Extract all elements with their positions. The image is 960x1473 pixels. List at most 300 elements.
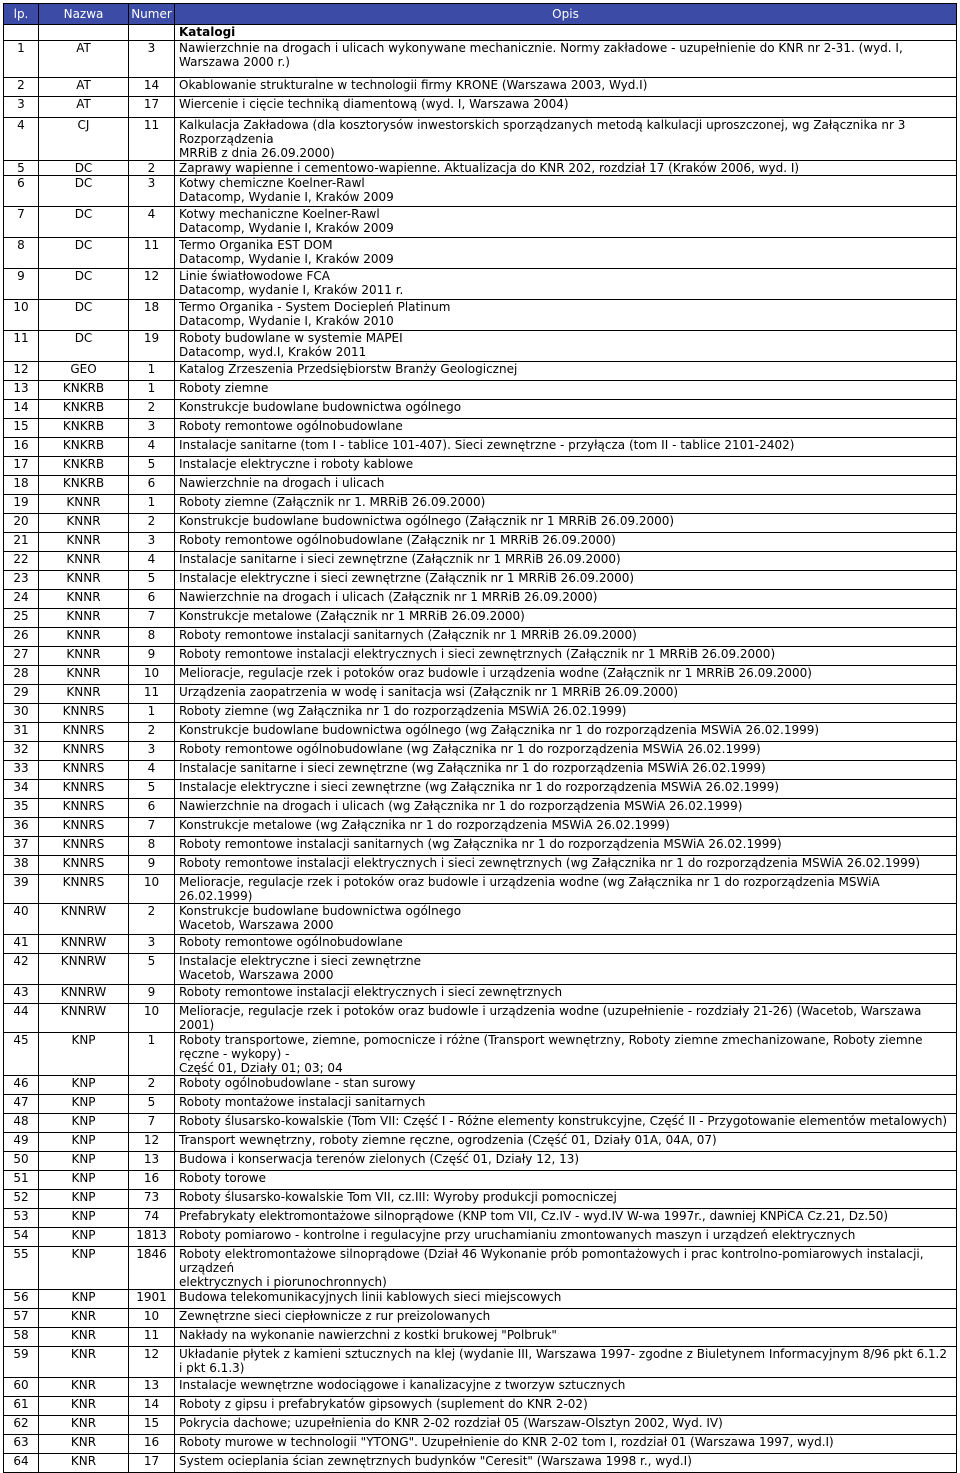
row-lp: 33	[4, 761, 39, 780]
table-row	[4, 628, 957, 647]
row-opis-line1: Roboty remontowe instalacji elektrycznych i sieci zewnętrznych (Załącznik nr 1 MRRiB 26.09.2000)	[179, 647, 776, 661]
row-lp: 36	[4, 818, 39, 837]
table-row	[4, 400, 957, 419]
row-opis	[175, 954, 957, 985]
row-opis	[175, 856, 957, 875]
row-opis-line1: Roboty remontowe ogólnobudowlane (wg Załącznika nr 1 do rozporządzenia MSWiA 26.02.1999)	[179, 742, 761, 756]
row-lp: 29	[4, 685, 39, 704]
row-numer: 1	[129, 704, 175, 723]
row-numer: 12	[129, 1133, 175, 1152]
row-nazwa: KNNRS	[39, 837, 129, 856]
row-opis	[175, 1114, 957, 1133]
row-opis	[175, 723, 957, 742]
row-nazwa: AT	[39, 78, 129, 97]
row-numer: 7	[129, 1114, 175, 1133]
table-row	[4, 1397, 957, 1416]
row-numer: 6	[129, 799, 175, 818]
table-row	[4, 1309, 957, 1328]
table-row	[4, 1435, 957, 1454]
row-opis-line1: Konstrukcje budowlane budownictwa ogólnego	[179, 400, 462, 414]
row-opis	[175, 381, 957, 400]
row-opis-line1: Roboty remontowe ogólnobudowlane	[179, 419, 403, 433]
row-numer: 2	[129, 723, 175, 742]
table-row	[4, 571, 957, 590]
row-nazwa: KNNR	[39, 571, 129, 590]
table-row	[4, 723, 957, 742]
row-opis-line1: Roboty remontowe instalacji elektrycznych i sieci zewnętrznych (wg Załącznika nr 1 do rozporządzenia MSWiA 26.02.1999)	[179, 856, 921, 870]
row-lp: 34	[4, 780, 39, 799]
row-opis	[175, 780, 957, 799]
row-opis	[175, 1454, 957, 1473]
row-nazwa: KNNRW	[39, 904, 129, 935]
row-numer: 3	[129, 533, 175, 552]
row-opis	[175, 238, 957, 269]
row-numer: 74	[129, 1209, 175, 1228]
row-opis-line2: Część 01, Działy 01; 03; 04	[179, 1061, 343, 1075]
row-numer: 10	[129, 875, 175, 904]
row-numer: 13	[129, 1378, 175, 1397]
row-opis-line2: Datacomp, Wydanie I, Kraków 2009	[179, 252, 394, 266]
row-numer: 4	[129, 207, 175, 238]
row-opis-line1: Konstrukcje budowlane budownictwa ogólnego (wg Załącznika nr 1 do rozporządzenia MSWiA 26.02.1999)	[179, 723, 820, 737]
row-opis-line1: Urządzenia zaopatrzenia w wodę i sanitacja wsi (Załącznik nr 1 MRRiB 26.09.2000)	[179, 685, 679, 699]
row-lp: 47	[4, 1095, 39, 1114]
table-row	[4, 1190, 957, 1209]
table-row	[4, 1004, 957, 1033]
header-numer: Numer	[129, 4, 175, 25]
table-row	[4, 935, 957, 954]
row-nazwa: KNNRS	[39, 799, 129, 818]
row-lp: 35	[4, 799, 39, 818]
row-nazwa: KNP	[39, 1190, 129, 1209]
row-lp: 1	[4, 41, 39, 78]
row-numer: 6	[129, 590, 175, 609]
row-lp: 54	[4, 1228, 39, 1247]
row-lp: 10	[4, 300, 39, 331]
row-opis-line1: Pokrycia dachowe; uzupełnienia do KNR 2-02 rozdział 05 (Warszaw-Olsztyn 2002, Wyd. IV)	[179, 1416, 723, 1430]
row-opis	[175, 704, 957, 723]
table-row	[4, 1290, 957, 1309]
row-lp: 8	[4, 238, 39, 269]
row-opis	[175, 514, 957, 533]
row-numer: 12	[129, 269, 175, 300]
row-numer: 18	[129, 300, 175, 331]
row-numer: 9	[129, 647, 175, 666]
row-lp: 24	[4, 590, 39, 609]
table-row	[4, 1209, 957, 1228]
header-lp: lp.	[4, 4, 39, 25]
row-opis-line1: Roboty remontowe instalacji sanitarnych (wg Załącznika nr 1 do rozporządzenia MSWiA 26.02.1999)	[179, 837, 782, 851]
row-lp: 61	[4, 1397, 39, 1416]
row-numer: 11	[129, 118, 175, 161]
row-opis	[175, 837, 957, 856]
row-opis-line1: Budowa i konserwacja terenów zielonych (Część 01, Działy 12, 13)	[179, 1152, 580, 1166]
row-opis	[175, 1133, 957, 1152]
table-row	[4, 176, 957, 207]
row-opis-line1: Kotwy chemiczne Koelner-Rawl	[179, 176, 365, 190]
table-row	[4, 514, 957, 533]
row-nazwa: KNNRS	[39, 818, 129, 837]
row-nazwa: KNP	[39, 1228, 129, 1247]
row-opis-line1: Instalacje sanitarne (tom I - tablice 101-407). Sieci zewnętrzne - przyłącza (tom II - tablice 2101-2402)	[179, 438, 795, 452]
row-nazwa: AT	[39, 41, 129, 78]
row-nazwa: KNKRB	[39, 400, 129, 419]
table-row	[4, 685, 957, 704]
row-numer: 6	[129, 476, 175, 495]
row-opis	[175, 1290, 957, 1309]
row-nazwa: KNR	[39, 1454, 129, 1473]
row-opis	[175, 476, 957, 495]
table-row	[4, 419, 957, 438]
row-opis-line1: Instalacje sanitarne i sieci zewnętrzne (wg Załącznika nr 1 do rozporządzenia MSWiA 26.02.1999)	[179, 761, 766, 775]
row-lp: 25	[4, 609, 39, 628]
row-opis-line1: Roboty budowlane w systemie MAPEI	[179, 331, 403, 345]
row-opis-line1: Katalog Zrzeszenia Przedsiębiorstw Branży Geologicznej	[179, 362, 518, 376]
row-opis	[175, 571, 957, 590]
row-nazwa: KNKRB	[39, 457, 129, 476]
row-numer: 8	[129, 837, 175, 856]
row-opis-line1: Roboty ślusarsko-kowalskie Tom VII, cz.III: Wyroby produkcji pomocniczej	[179, 1190, 617, 1204]
row-opis	[175, 207, 957, 238]
row-numer: 10	[129, 1004, 175, 1033]
row-opis	[175, 904, 957, 935]
row-numer: 3	[129, 41, 175, 78]
row-numer: 2	[129, 514, 175, 533]
row-opis	[175, 1004, 957, 1033]
row-nazwa: DC	[39, 161, 129, 176]
row-nazwa: KNNRS	[39, 742, 129, 761]
row-opis	[175, 1328, 957, 1347]
row-numer: 1846	[129, 1247, 175, 1290]
row-opis	[175, 269, 957, 300]
row-opis-line1: Transport wewnętrzny, roboty ziemne ręczne, ogrodzenia (Część 01, Działy 01A, 04A, 07)	[179, 1133, 717, 1147]
row-opis	[175, 609, 957, 628]
table-row	[4, 1095, 957, 1114]
row-lp: 13	[4, 381, 39, 400]
row-opis-line1: Układanie płytek z kamieni sztucznych na klej (wydanie III, Warszawa 1997- zgodne z Biuletynem Informacyjnym 8/96 pkt 6.1.2 i pkt 6.1.3)	[179, 1347, 948, 1375]
table-row	[4, 1416, 957, 1435]
section-row	[4, 25, 957, 41]
row-nazwa: KNKRB	[39, 476, 129, 495]
row-opis-line2: Wacetob, Warszawa 2000	[179, 968, 334, 982]
row-opis-line1: Roboty ślusarsko-kowalskie (Tom VII: Część I - Różne elementy konstrukcyjne, Część II - Przygotowanie elementów metalowych)	[179, 1114, 948, 1128]
table-row	[4, 362, 957, 381]
row-nazwa: DC	[39, 269, 129, 300]
row-opis	[175, 533, 957, 552]
row-nazwa: KNNRW	[39, 954, 129, 985]
row-lp: 45	[4, 1033, 39, 1076]
header-opis: Opis	[175, 4, 957, 25]
row-numer: 14	[129, 78, 175, 97]
table-row	[4, 238, 957, 269]
row-nazwa: KNNR	[39, 533, 129, 552]
row-opis	[175, 41, 957, 78]
row-opis	[175, 666, 957, 685]
row-numer: 4	[129, 552, 175, 571]
row-opis-line1: Roboty z gipsu i prefabrykatów gipsowych (suplement do KNR 2-02)	[179, 1397, 588, 1411]
row-opis-line1: Zewnętrzne sieci ciepłownicze z rur preizolowanych	[179, 1309, 491, 1323]
row-lp: 63	[4, 1435, 39, 1454]
row-opis	[175, 457, 957, 476]
row-numer: 1	[129, 495, 175, 514]
row-opis	[175, 590, 957, 609]
row-numer: 1813	[129, 1228, 175, 1247]
row-lp: 3	[4, 97, 39, 118]
table-row	[4, 704, 957, 723]
row-numer: 10	[129, 1309, 175, 1328]
row-nazwa: KNP	[39, 1133, 129, 1152]
row-opis	[175, 331, 957, 362]
row-opis	[175, 400, 957, 419]
row-nazwa: KNNRW	[39, 1004, 129, 1033]
row-nazwa: KNR	[39, 1347, 129, 1378]
table-row	[4, 41, 957, 78]
table-row	[4, 985, 957, 1004]
row-opis-line1: Roboty transportowe, ziemne, pomocnicze i różne (Transport wewnętrzny, Roboty ziemne zmechanizowane, Roboty ziemne ręczne - wykopy) -	[179, 1033, 923, 1061]
table-row	[4, 1033, 957, 1076]
row-lp: 22	[4, 552, 39, 571]
row-numer: 5	[129, 571, 175, 590]
row-nazwa: KNNRS	[39, 761, 129, 780]
row-opis	[175, 1228, 957, 1247]
table-row	[4, 954, 957, 985]
row-opis	[175, 799, 957, 818]
table-row	[4, 97, 957, 118]
row-lp: 14	[4, 400, 39, 419]
catalog-sheet	[3, 3, 956, 1473]
row-lp: 37	[4, 837, 39, 856]
row-lp: 16	[4, 438, 39, 457]
row-nazwa: KNNRS	[39, 875, 129, 904]
row-lp: 49	[4, 1133, 39, 1152]
row-opis-line1: Nawierzchnie na drogach i ulicach wykonywane mechanicznie. Normy zakładowe - uzupełnienie do KNR nr 2-31. (wyd. I, Warszawa 2000 r.)	[179, 41, 903, 69]
catalog-table	[3, 3, 957, 1473]
row-nazwa: KNR	[39, 1397, 129, 1416]
row-nazwa: KNP	[39, 1114, 129, 1133]
row-numer: 2	[129, 1076, 175, 1095]
row-opis-line1: Instalacje elektryczne i sieci zewnętrzne (wg Załącznika nr 1 do rozporządzenia MSWiA 26.02.1999)	[179, 780, 780, 794]
row-opis-line2: Datacomp, Wydanie I, Kraków 2009	[179, 190, 394, 204]
row-lp: 59	[4, 1347, 39, 1378]
table-row	[4, 1247, 957, 1290]
row-opis-line1: Zaprawy wapienne i cementowo-wapienne. Aktualizacja do KNR 202, rozdział 17 (Kraków 2006, wyd. I)	[179, 161, 800, 175]
row-nazwa: KNNR	[39, 552, 129, 571]
row-lp: 60	[4, 1378, 39, 1397]
row-opis-line1: Nawierzchnie na drogach i ulicach	[179, 476, 385, 490]
row-opis	[175, 1416, 957, 1435]
table-row	[4, 1171, 957, 1190]
row-lp: 23	[4, 571, 39, 590]
row-lp: 46	[4, 1076, 39, 1095]
row-opis-line1: Roboty remontowe ogólnobudowlane (Załącznik nr 1 MRRiB 26.09.2000)	[179, 533, 616, 547]
row-lp: 19	[4, 495, 39, 514]
row-numer: 3	[129, 935, 175, 954]
row-opis-line1: Konstrukcje budowlane budownictwa ogólnego (Załącznik nr 1 MRRiB 26.09.2000)	[179, 514, 675, 528]
row-opis-line1: Roboty elektromontażowe silnoprądowe (Dział 46 Wykonanie prób pomontażowych i prac kontrolno-pomiarowych instalacji, urządzeń	[179, 1247, 924, 1275]
table-row	[4, 1133, 957, 1152]
table-row	[4, 837, 957, 856]
catalog-body	[4, 25, 957, 1473]
row-nazwa: KNR	[39, 1416, 129, 1435]
row-nazwa: KNNRS	[39, 704, 129, 723]
row-lp: 9	[4, 269, 39, 300]
row-lp: 56	[4, 1290, 39, 1309]
row-nazwa: KNNR	[39, 628, 129, 647]
table-row	[4, 1114, 957, 1133]
row-lp: 43	[4, 985, 39, 1004]
row-opis	[175, 1247, 957, 1290]
row-nazwa: KNP	[39, 1171, 129, 1190]
row-opis-line1: Konstrukcje metalowe (Załącznik nr 1 MRRiB 26.09.2000)	[179, 609, 525, 623]
row-nazwa: AT	[39, 97, 129, 118]
row-opis	[175, 985, 957, 1004]
table-row	[4, 1152, 957, 1171]
row-opis	[175, 875, 957, 904]
table-row	[4, 742, 957, 761]
row-nazwa: KNR	[39, 1328, 129, 1347]
row-nazwa: KNNR	[39, 514, 129, 533]
row-opis	[175, 1076, 957, 1095]
row-opis-line1: Roboty remontowe ogólnobudowlane	[179, 935, 403, 949]
row-opis	[175, 78, 957, 97]
row-lp: 5	[4, 161, 39, 176]
row-nazwa: KNP	[39, 1033, 129, 1076]
table-row	[4, 1347, 957, 1378]
row-nazwa: KNKRB	[39, 419, 129, 438]
row-nazwa: KNNRS	[39, 723, 129, 742]
row-lp: 21	[4, 533, 39, 552]
row-opis-line1: Roboty torowe	[179, 1171, 266, 1185]
row-numer: 19	[129, 331, 175, 362]
table-row	[4, 300, 957, 331]
row-opis	[175, 628, 957, 647]
table-row	[4, 438, 957, 457]
row-nazwa: KNNR	[39, 666, 129, 685]
row-opis-line2: Datacomp, Wydanie I, Kraków 2010	[179, 314, 394, 328]
row-nazwa: DC	[39, 331, 129, 362]
row-numer: 15	[129, 1416, 175, 1435]
row-opis	[175, 118, 957, 161]
row-opis	[175, 1397, 957, 1416]
row-opis-line1: Kotwy mechaniczne Koelner-Rawl	[179, 207, 380, 221]
row-lp: 28	[4, 666, 39, 685]
row-opis-line1: Linie światłowodowe FCA	[179, 269, 330, 283]
row-opis-line1: Melioracje, regulacje rzek i potoków oraz budowle i urządzenia wodne (uzupełnienie - rozdziały 21-26) (Wacetob, Warszawa 2001)	[179, 1004, 922, 1032]
row-opis-line1: Instalacje elektryczne i sieci zewnętrzne	[179, 954, 422, 968]
row-numer: 14	[129, 1397, 175, 1416]
row-numer: 7	[129, 609, 175, 628]
row-nazwa: DC	[39, 300, 129, 331]
row-opis	[175, 1435, 957, 1454]
row-numer: 1901	[129, 1290, 175, 1309]
row-opis	[175, 97, 957, 118]
row-opis	[175, 647, 957, 666]
row-lp: 40	[4, 904, 39, 935]
row-opis	[175, 1033, 957, 1076]
row-opis-line1: Roboty remontowe instalacji sanitarnych (Załącznik nr 1 MRRiB 26.09.2000)	[179, 628, 637, 642]
row-lp: 48	[4, 1114, 39, 1133]
row-nazwa: DC	[39, 207, 129, 238]
table-row	[4, 495, 957, 514]
row-numer: 16	[129, 1435, 175, 1454]
row-lp: 52	[4, 1190, 39, 1209]
row-numer: 3	[129, 742, 175, 761]
row-lp: 50	[4, 1152, 39, 1171]
table-row	[4, 904, 957, 935]
section-title: Katalogi	[175, 25, 957, 41]
row-numer: 11	[129, 685, 175, 704]
row-nazwa: KNNR	[39, 495, 129, 514]
row-numer: 12	[129, 1347, 175, 1378]
table-row	[4, 647, 957, 666]
row-numer: 4	[129, 438, 175, 457]
row-opis	[175, 1095, 957, 1114]
table-row	[4, 666, 957, 685]
row-numer: 5	[129, 954, 175, 985]
row-numer: 7	[129, 818, 175, 837]
row-lp: 38	[4, 856, 39, 875]
row-numer: 11	[129, 238, 175, 269]
table-row	[4, 609, 957, 628]
row-opis-line2: Wacetob, Warszawa 2000	[179, 918, 334, 932]
row-lp: 53	[4, 1209, 39, 1228]
row-lp: 51	[4, 1171, 39, 1190]
row-numer: 5	[129, 780, 175, 799]
row-numer: 1	[129, 362, 175, 381]
row-opis-line1: Roboty murowe w technologii "YTONG". Uzupełnienie do KNR 2-02 tom I, rozdział 01 (Warszawa 1997, wyd.I)	[179, 1435, 834, 1449]
row-opis-line1: Nawierzchnie na drogach i ulicach (wg Załącznika nr 1 do rozporządzenia MSWiA 26.02.1999)	[179, 799, 743, 813]
row-numer: 9	[129, 985, 175, 1004]
row-numer: 2	[129, 904, 175, 935]
row-opis-line1: Nakłady na wykonanie nawierzchni z kostki brukowej "Polbruk"	[179, 1328, 557, 1342]
row-nazwa: GEO	[39, 362, 129, 381]
row-nazwa: KNP	[39, 1209, 129, 1228]
row-opis-line1: Instalacje sanitarne i sieci zewnętrzne (Załącznik nr 1 MRRiB 26.09.2000)	[179, 552, 621, 566]
row-opis-line2: Datacomp, wyd.I, Kraków 2011	[179, 345, 367, 359]
table-row	[4, 818, 957, 837]
row-nazwa: KNNRW	[39, 985, 129, 1004]
row-opis-line1: Roboty ogólnobudowlane - stan surowy	[179, 1076, 416, 1090]
row-numer: 10	[129, 666, 175, 685]
row-nazwa: DC	[39, 238, 129, 269]
table-row	[4, 269, 957, 300]
row-lp: 32	[4, 742, 39, 761]
row-lp: 39	[4, 875, 39, 904]
row-opis-line1: Termo Organika EST DOM	[179, 238, 333, 252]
row-lp: 4	[4, 118, 39, 161]
table-row	[4, 457, 957, 476]
row-opis	[175, 552, 957, 571]
table-row	[4, 552, 957, 571]
row-numer: 9	[129, 856, 175, 875]
row-numer: 13	[129, 1152, 175, 1171]
row-nazwa: KNR	[39, 1309, 129, 1328]
table-row	[4, 476, 957, 495]
row-opis	[175, 362, 957, 381]
row-nazwa: KNNRS	[39, 856, 129, 875]
row-nazwa: KNP	[39, 1290, 129, 1309]
row-opis-line2: MRRiB z dnia 26.09.2000)	[179, 146, 335, 160]
row-numer: 2	[129, 161, 175, 176]
row-opis-line1: Roboty montażowe instalacji sanitarnych	[179, 1095, 426, 1109]
row-opis	[175, 300, 957, 331]
row-nazwa: KNP	[39, 1076, 129, 1095]
row-numer: 3	[129, 419, 175, 438]
row-lp: 30	[4, 704, 39, 723]
row-opis	[175, 495, 957, 514]
table-row	[4, 161, 957, 176]
row-numer: 4	[129, 761, 175, 780]
